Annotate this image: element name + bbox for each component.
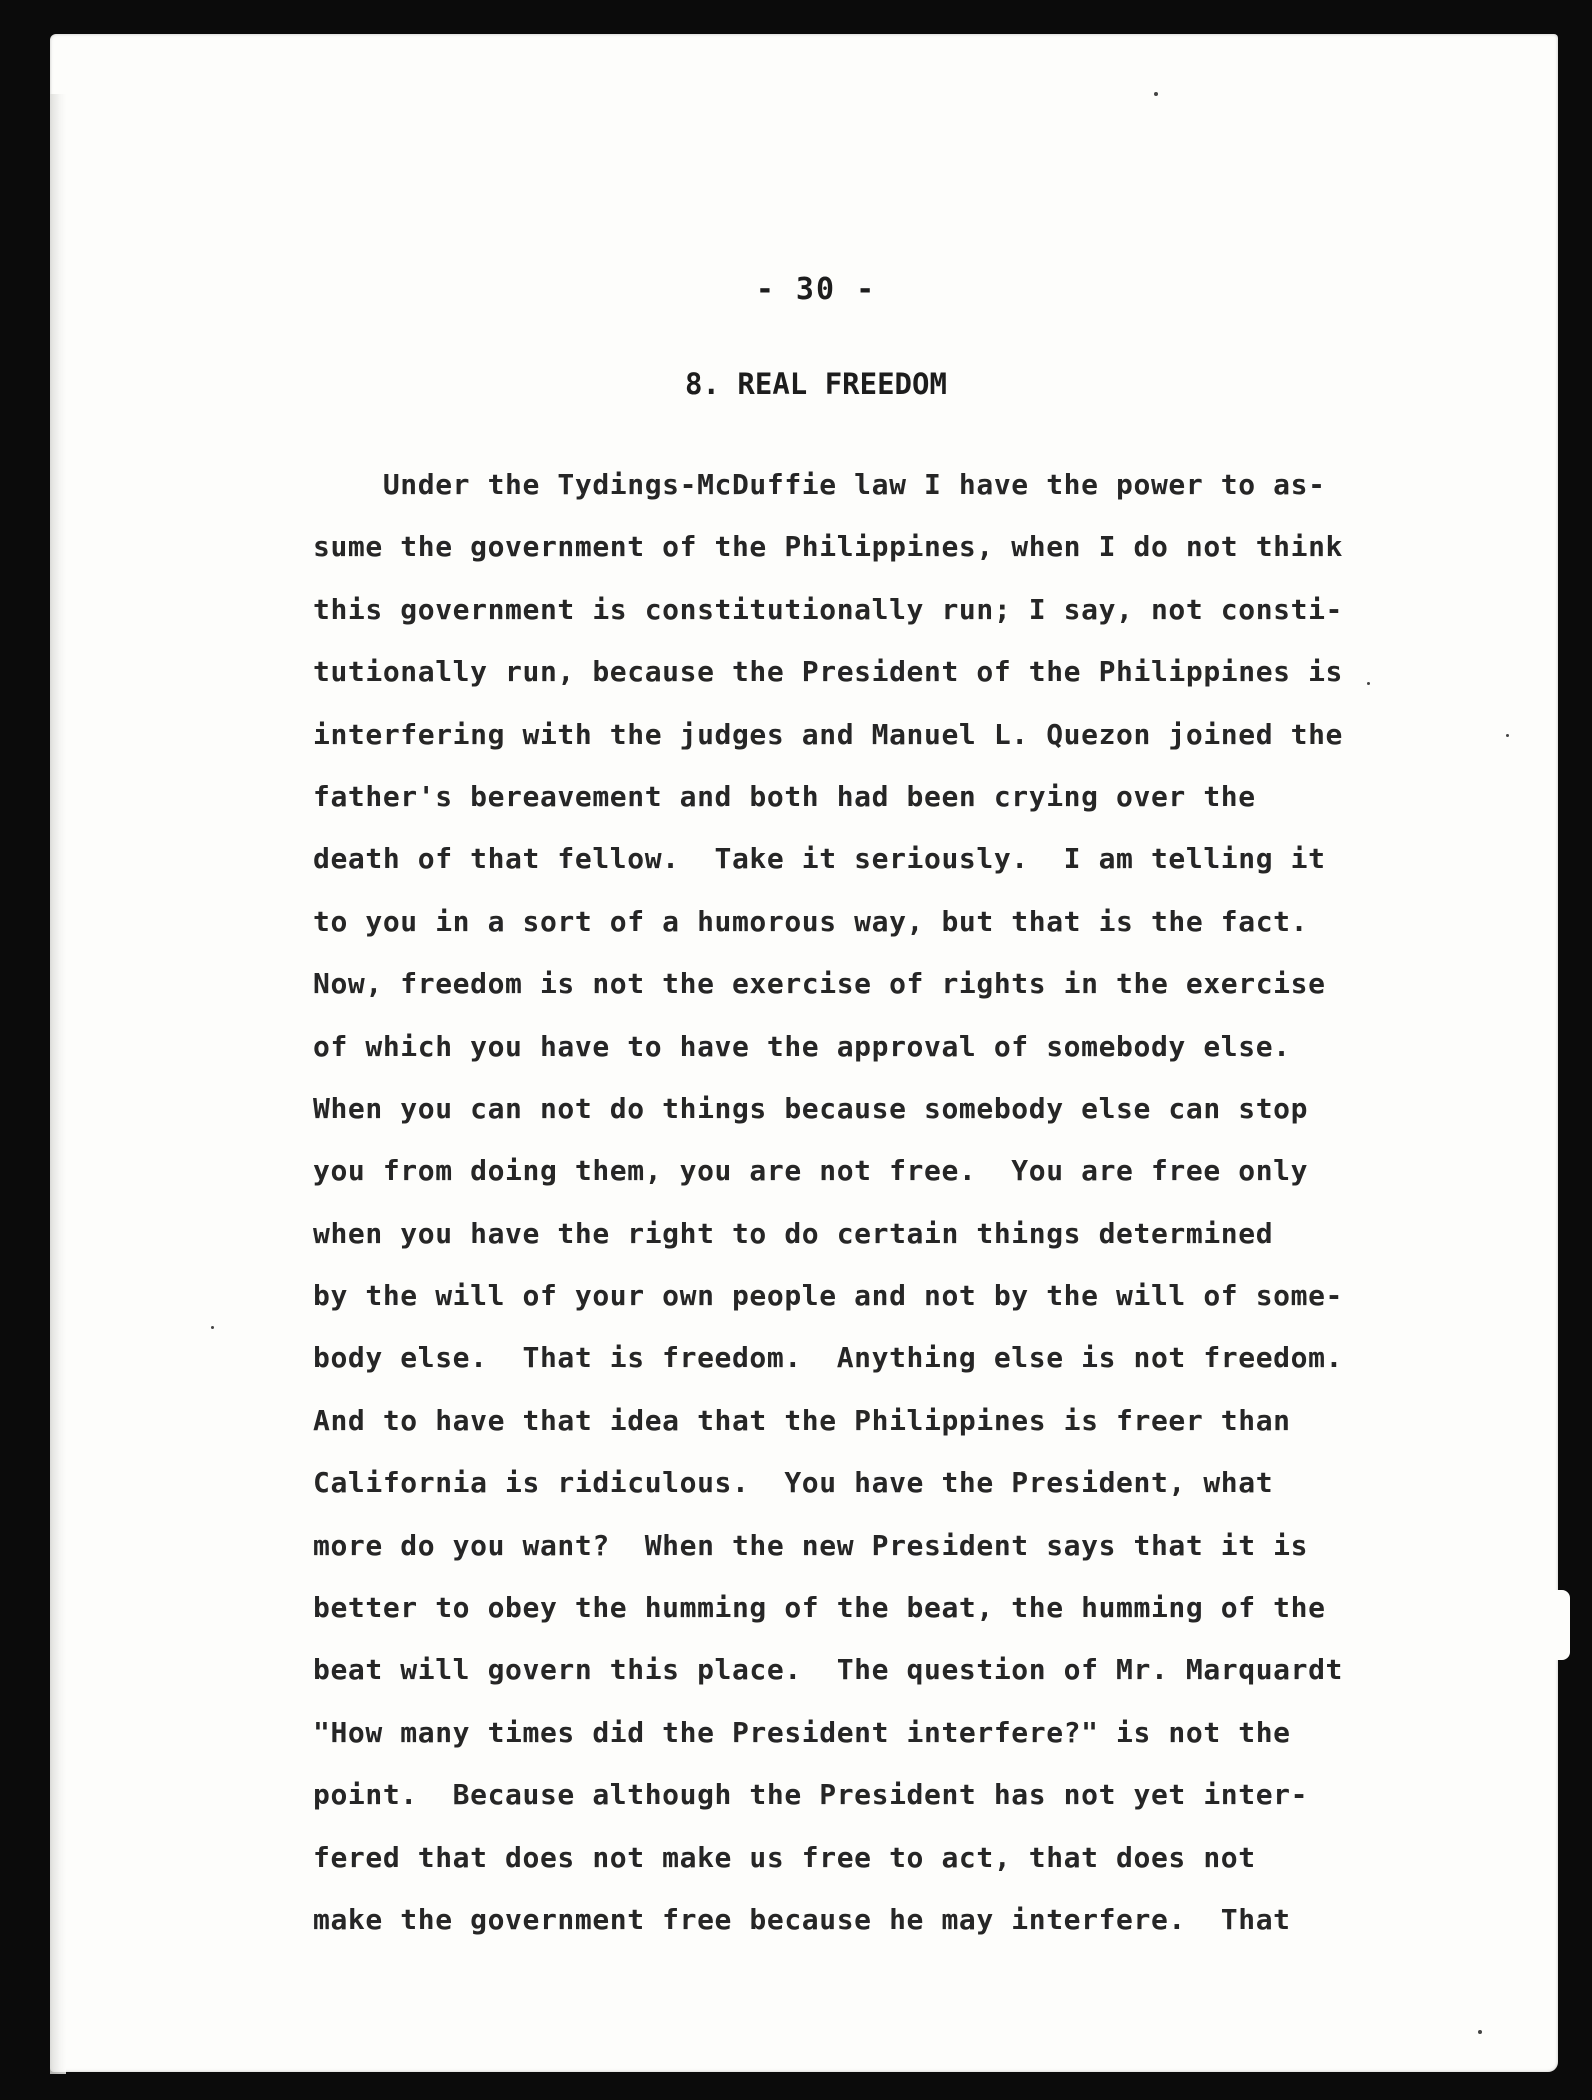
text-line: more do you want? When the new President says that it is: [313, 1528, 1309, 1562]
text-line: interfering with the judges and Manuel L. Quezon joined the: [313, 717, 1343, 751]
page-right-edge-tab: [1548, 1590, 1570, 1660]
page-number: - 30 -: [755, 272, 877, 307]
text-line: fered that does not make us free to act, that does not: [313, 1840, 1256, 1874]
text-line: And to have that idea that the Philippines is freer than: [313, 1403, 1291, 1437]
text-line: you from doing them, you are not free. You are free only: [313, 1154, 1309, 1188]
text-line: body else. That is freedom. Anything else is not freedom.: [313, 1341, 1343, 1375]
paper-speck: [1154, 92, 1158, 96]
text-line: tutionally run, because the President of the Philippines is: [313, 655, 1343, 689]
text-line: father's bereavement and both had been crying over the: [313, 779, 1256, 813]
text-line: when you have the right to do certain things determined: [313, 1216, 1274, 1250]
body-text: [313, 454, 1463, 1951]
text-line: this government is constitutionally run; I say, not consti-: [313, 592, 1343, 626]
section-title: 8. REAL FREEDOM: [685, 367, 947, 401]
text-line: beat will govern this place. The question of Mr. Marquardt: [313, 1653, 1343, 1687]
text-line: California is ridiculous. You have the President, what: [313, 1466, 1274, 1500]
text-line: Now, freedom is not the exercise of rights in the exercise: [313, 967, 1326, 1001]
text-line: of which you have to have the approval of somebody else.: [313, 1029, 1291, 1063]
text-line: death of that fellow. Take it seriously. I am telling it: [313, 842, 1326, 876]
text-line: point. Because although the President has not yet inter-: [313, 1778, 1309, 1812]
text-line: Under the Tydings-McDuffie law I have the power to as-: [313, 468, 1326, 501]
text-line: When you can not do things because somebody else can stop: [313, 1091, 1309, 1125]
text-line: make the government free because he may interfere. That: [313, 1902, 1291, 1936]
text-line: sume the government of the Philippines, when I do not think: [313, 530, 1343, 564]
paper-speck: [1506, 734, 1509, 737]
paper-speck: [1478, 2030, 1482, 2034]
paper-speck: [211, 1326, 214, 1329]
text-line: by the will of your own people and not by the will of some-: [313, 1279, 1343, 1313]
paper-speck: [1367, 682, 1370, 685]
text-line: "How many times did the President interfere?" is not the: [313, 1715, 1291, 1749]
text-line: to you in a sort of a humorous way, but that is the fact.: [313, 904, 1309, 938]
text-line: better to obey the humming of the beat, the humming of the: [313, 1591, 1326, 1625]
